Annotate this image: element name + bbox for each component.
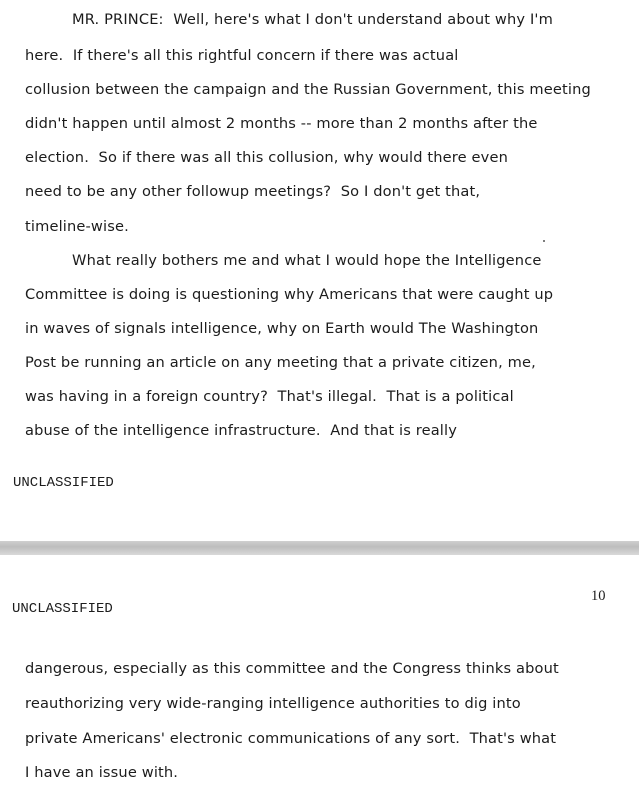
transcript-line: I have an issue with. <box>25 764 179 781</box>
transcript-line: Committee is doing is questioning why Americans that were caught up <box>25 286 554 303</box>
transcript-line: What really bothers me and what I would hope the Intelligence <box>72 252 542 269</box>
classification-header: UNCLASSIFIED <box>12 601 113 617</box>
transcript-line: private Americans' electronic communications of any sort. That's what <box>25 730 557 747</box>
page-divider <box>0 541 639 555</box>
transcript-line: didn't happen until almost 2 months -- more than 2 months after the <box>25 115 538 132</box>
transcript-line: election. So if there was all this collusion, why would there even <box>25 149 508 166</box>
transcript-line: in waves of signals intelligence, why on Earth would The Washington <box>25 320 539 337</box>
classification-footer: UNCLASSIFIED <box>13 475 114 491</box>
transcript-line: MR. PRINCE: Well, here's what I don't understand about why I'm <box>72 11 553 28</box>
page-number: 10 <box>591 588 606 604</box>
transcript-line: collusion between the campaign and the Russian Government, this meeting <box>25 81 591 98</box>
transcript-line: need to be any other followup meetings? So I don't get that, <box>25 183 481 200</box>
transcript-line: dangerous, especially as this committee and the Congress thinks about <box>25 660 559 677</box>
transcript-page-bottom <box>0 555 639 793</box>
transcript-line: abuse of the intelligence infrastructure. And that is really <box>25 422 458 439</box>
transcript-line: Post be running an article on any meeting that a private citizen, me, <box>25 354 536 371</box>
transcript-line: timeline-wise. <box>25 218 129 235</box>
transcript-line: here. If there's all this rightful concern if there was actual <box>25 47 459 64</box>
transcript-line: reauthorizing very wide-ranging intelligence authorities to dig into <box>25 695 521 712</box>
scan-speck <box>543 240 545 242</box>
transcript-line: was having in a foreign country? That's illegal. That is a political <box>25 388 514 405</box>
